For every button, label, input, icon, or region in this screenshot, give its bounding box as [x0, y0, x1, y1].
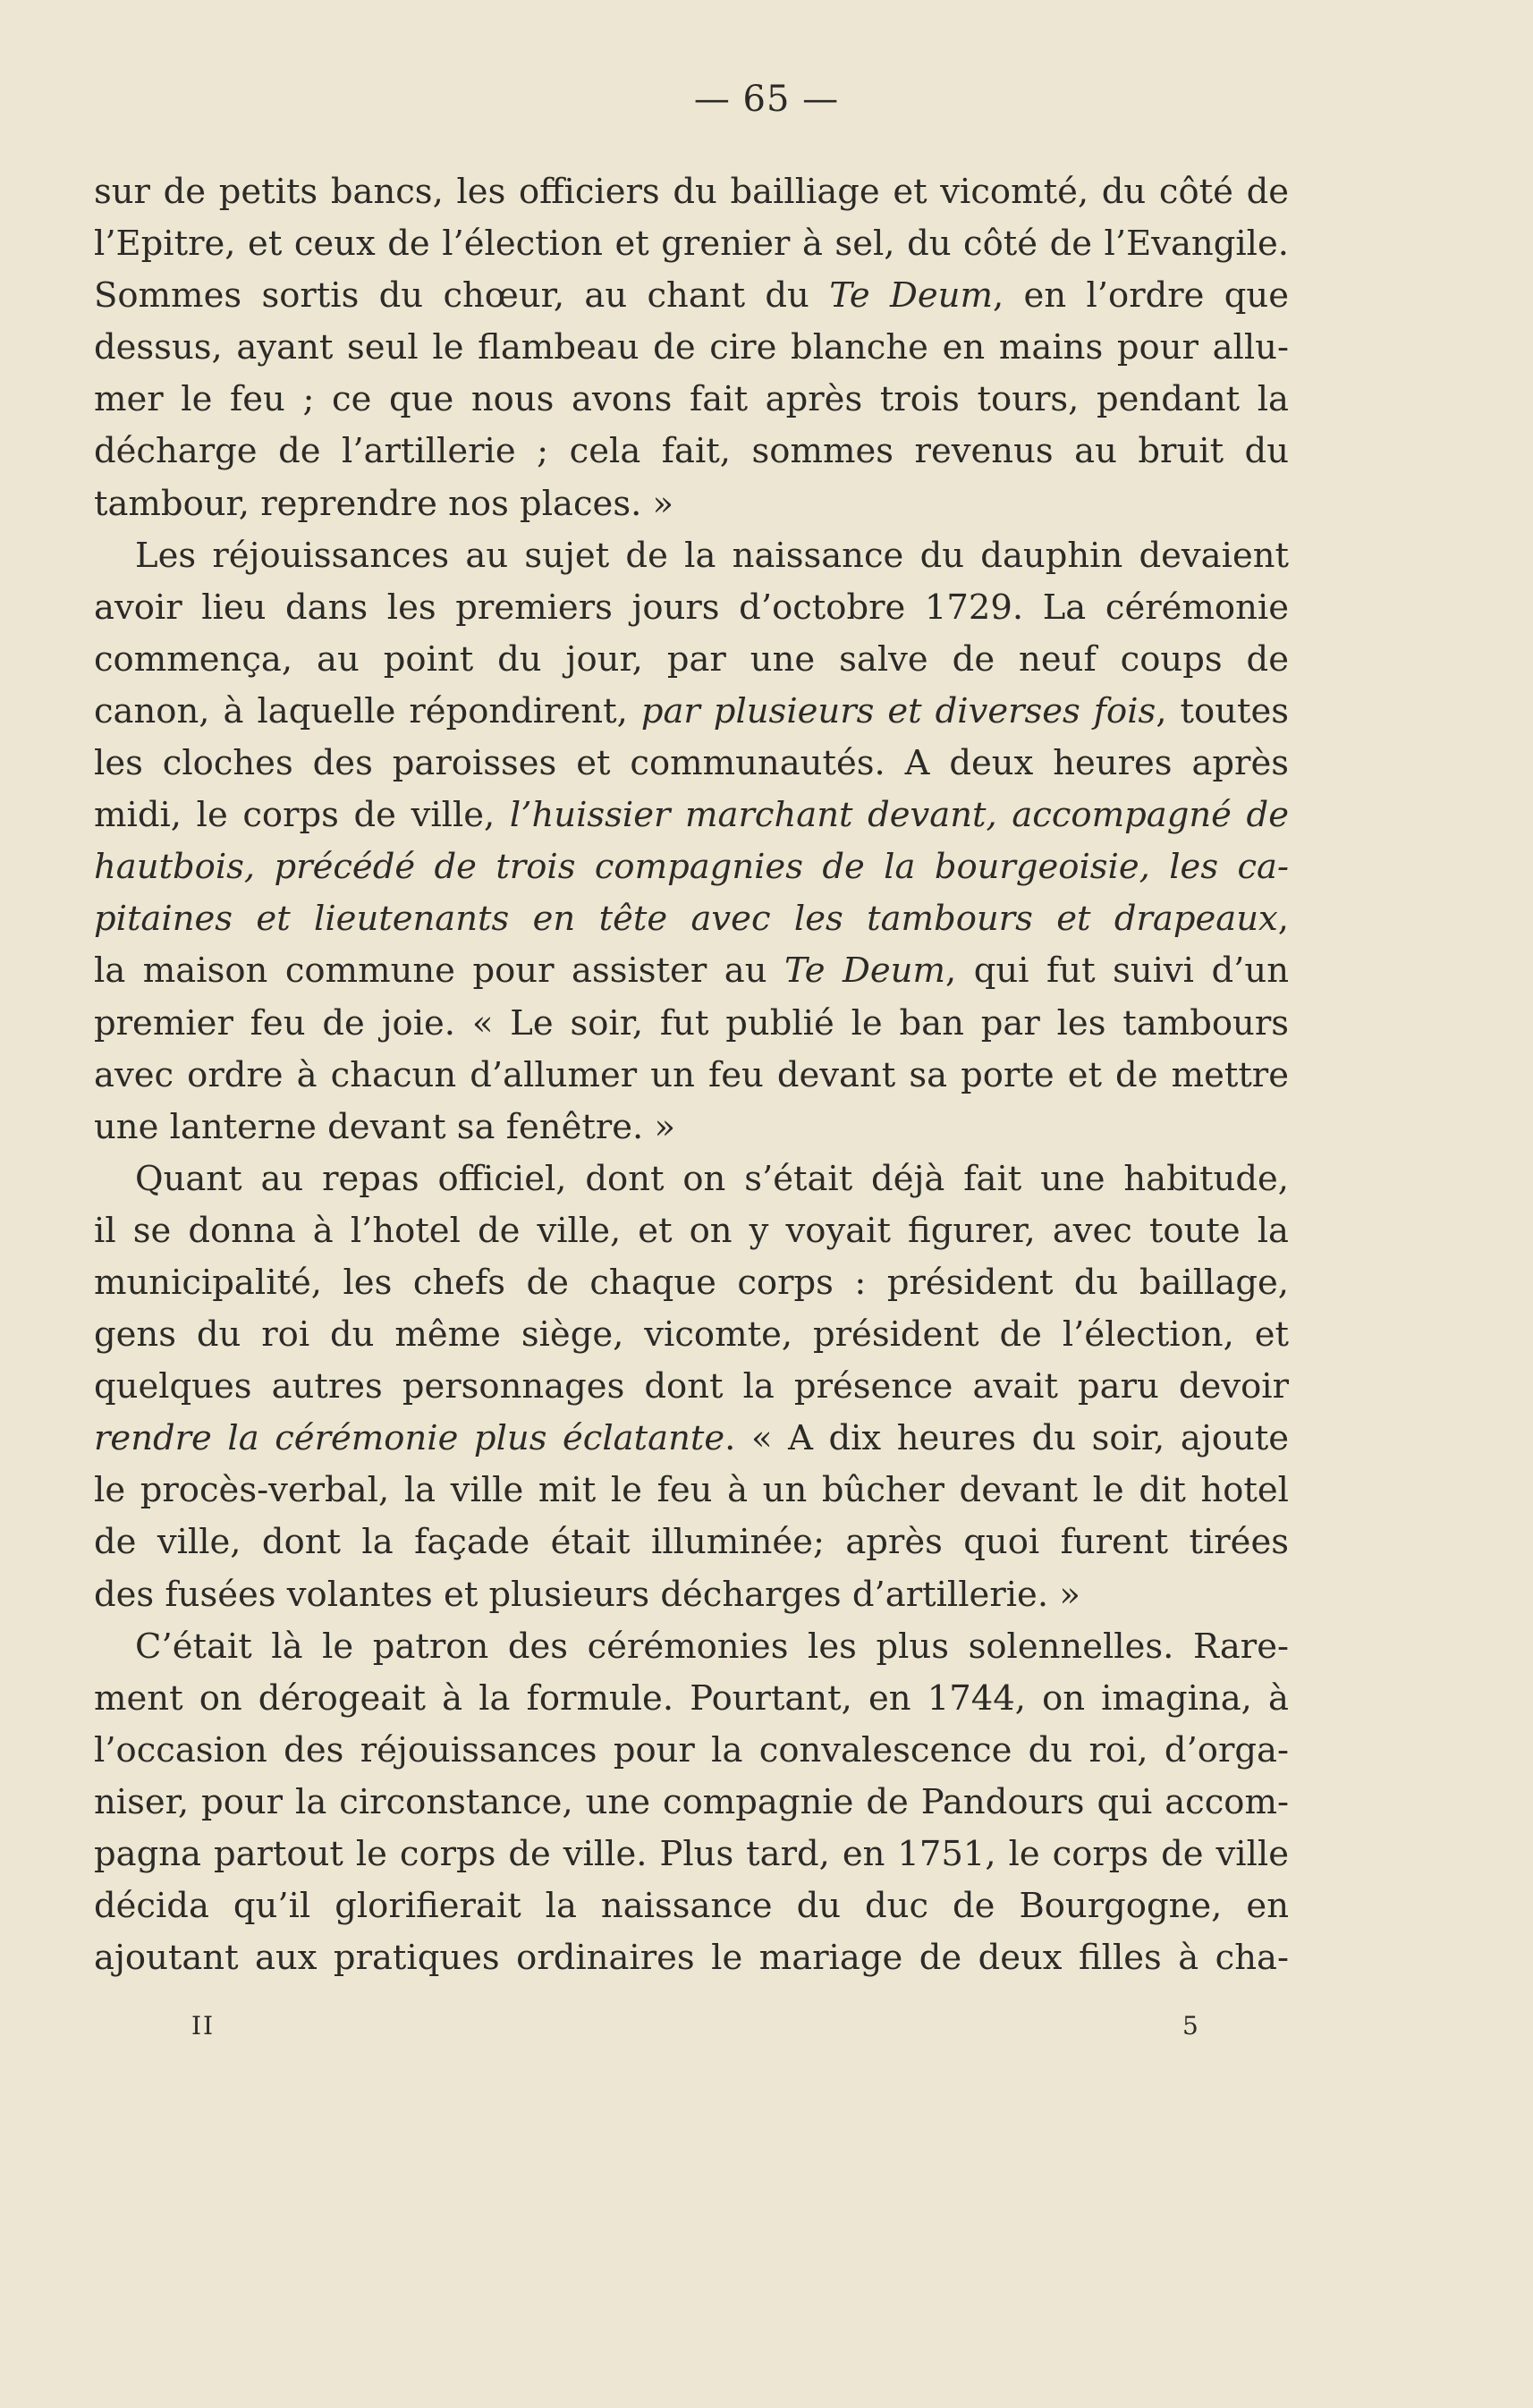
text-line-content: [94, 322, 1289, 374]
text-line-content: [94, 998, 1289, 1050]
text-line-content: [94, 1517, 1289, 1568]
italic-text: hautbois, précédé de trois compagnies de la bourgeoisie, les ca-: [94, 847, 1289, 888]
text-segment: , en l’ordre que: [992, 275, 1289, 317]
italic-text: par plusieurs et diverses fois: [640, 690, 1156, 731]
text-line: [94, 530, 1289, 582]
text-line: [94, 1309, 1289, 1361]
text-line: [94, 478, 1289, 530]
text-line: [94, 893, 1289, 945]
text-line-content: [94, 1777, 1289, 1829]
text-segment: sur de petits bancs, les officiers du bailliage et vicomté, du côté de: [94, 172, 1289, 212]
text-segment: l’occasion des réjouissances pour la convalescence du roi, d’orga-: [94, 1729, 1289, 1770]
text-line: [94, 1673, 1289, 1725]
italic-text: pitaines et lieutenants en tête avec les tambours et drapeaux: [94, 899, 1278, 940]
text-segment: , toutes: [1156, 690, 1289, 731]
text-line: [94, 218, 1289, 270]
text-line-content: [94, 1361, 1289, 1413]
text-line: [94, 1361, 1289, 1413]
text-segment: premier feu de joie. « Le soir, fut publié le ban par les tambours: [94, 1002, 1289, 1043]
text-line: [94, 1829, 1289, 1880]
text-line-content: [94, 270, 1289, 322]
text-segment: ,: [1277, 899, 1289, 940]
text-line-content: [94, 1569, 1289, 1621]
text-line-content: [94, 1050, 1289, 1102]
text-segment: quelques autres personnages dont la présence avait paru devoir: [94, 1366, 1289, 1407]
text-segment: , qui fut suivi d’un: [944, 951, 1289, 992]
text-line: [94, 634, 1289, 686]
signature-mark: II: [191, 2011, 216, 2040]
text-line-content: [94, 218, 1289, 270]
text-line: [94, 1932, 1289, 1984]
text-line: [94, 1725, 1289, 1777]
text-line: [94, 1153, 1289, 1205]
text-line: [94, 166, 1289, 218]
text-line-content: [94, 1932, 1289, 1984]
text-line: [94, 374, 1289, 426]
text-segment: niser, pour la circonstance, une compagnie de Pandours qui accom-: [94, 1781, 1289, 1822]
text-line-content: [94, 1102, 1289, 1153]
text-line-content: [94, 1465, 1289, 1517]
italic-text: Te Deum: [784, 951, 945, 992]
text-segment: des fusées volantes et plusieurs décharges d’artillerie. »: [94, 1574, 1080, 1615]
text-segment: Quant au repas officiel, dont on s’était déjà fait une habitude,: [135, 1158, 1289, 1199]
text-segment: la maison commune pour assister au: [94, 951, 785, 992]
text-segment: Sommes sortis du chœur, au chant du: [94, 275, 830, 317]
text-line-content: [94, 582, 1289, 634]
text-line: [94, 1880, 1289, 1932]
text-segment: . « A dix heures du soir, ajoute: [724, 1418, 1289, 1459]
text-segment: les cloches des paroisses et communautés. A deux heures après: [94, 743, 1289, 784]
text-segment: pagna partout le corps de ville. Plus tard, en 1751, le corps de ville: [94, 1834, 1289, 1874]
text-line: [94, 1569, 1289, 1621]
text-segment: de ville, dont la façade était illuminée; après quoi furent tirées: [94, 1522, 1289, 1563]
text-line: [94, 270, 1289, 322]
text-segment: décharge de l’artillerie ; cela fait, sommes revenus au bruit du: [94, 431, 1289, 472]
text-line: [94, 998, 1289, 1050]
text-line-content: [94, 738, 1289, 790]
text-line: [94, 790, 1289, 841]
text-line-content: [94, 374, 1289, 426]
text-segment: C’était là le patron des cérémonies les plus solennelles. Rare-: [135, 1626, 1289, 1667]
text-line-content: [94, 530, 1289, 582]
text-line: [94, 322, 1289, 374]
text-segment: dessus, ayant seul le flambeau de cire blanche en mains pour allu-: [94, 327, 1289, 368]
text-line-content: [94, 790, 1289, 841]
text-segment: avoir lieu dans les premiers jours d’octobre 1729. La cérémonie: [94, 587, 1289, 628]
text-segment: décida qu’il glorifierait la naissance du duc de Bourgogne, en: [94, 1886, 1289, 1927]
text-line: [94, 738, 1289, 790]
text-line-content: [94, 841, 1289, 893]
body-text: [94, 166, 1289, 1984]
text-line-content: [94, 166, 1289, 218]
text-segment: il se donna à l’hotel de ville, et on y voyait figurer, avec toute la: [94, 1210, 1289, 1251]
text-segment: gens du roi du même siège, vicomte, président de l’élection, et: [94, 1314, 1289, 1356]
text-line: [94, 841, 1289, 893]
italic-text: rendre la cérémonie plus éclatante: [94, 1418, 725, 1459]
text-segment: avec ordre à chacun d’allumer un feu devant sa porte et de mettre: [94, 1054, 1289, 1095]
text-line: [94, 1050, 1289, 1102]
page-number-header: — 65 —: [693, 79, 840, 120]
text-line: [94, 1777, 1289, 1829]
sheet-number: 5: [1182, 2011, 1198, 2040]
text-line: [94, 426, 1289, 477]
text-line-content: [94, 945, 1289, 997]
text-line: [94, 1517, 1289, 1568]
text-line-content: [94, 1257, 1289, 1309]
text-segment: municipalité, les chefs de chaque corps : président du baillage,: [94, 1262, 1289, 1303]
text-line-content: [94, 686, 1289, 738]
text-segment: ment on dérogeait à la formule. Pourtant, en 1744, on imagina, à: [94, 1677, 1289, 1719]
text-line: [94, 582, 1289, 634]
text-line-content: [94, 478, 1289, 530]
text-line: [94, 1413, 1289, 1465]
text-line: [94, 686, 1289, 738]
text-line: [94, 1465, 1289, 1517]
text-segment: mer le feu ; ce que nous avons fait après trois tours, pendant la: [94, 379, 1289, 420]
text-line-content: [94, 1621, 1289, 1673]
text-line-content: [94, 634, 1289, 686]
text-line-content: [94, 1413, 1289, 1465]
text-segment: tambour, reprendre nos places. »: [94, 483, 674, 524]
text-line-content: [94, 893, 1289, 945]
text-segment: l’Epitre, et ceux de l’élection et grenier à sel, du côté de l’Evangile.: [94, 224, 1289, 265]
text-line-content: [94, 1880, 1289, 1932]
text-line: [94, 1102, 1289, 1153]
text-line: [94, 1205, 1289, 1257]
text-line: [94, 1621, 1289, 1673]
text-segment: canon, à laquelle répondirent,: [94, 690, 641, 731]
text-line-content: [94, 1153, 1289, 1205]
text-segment: midi, le corps de ville,: [94, 795, 510, 836]
text-line-content: [94, 1309, 1289, 1361]
text-segment: le procès-verbal, la ville mit le feu à un bûcher devant le dit hotel: [94, 1470, 1289, 1511]
text-segment: ajoutant aux pratiques ordinaires le mariage de deux filles à cha-: [94, 1938, 1289, 1979]
text-segment: commença, au point du jour, par une salve de neuf coups de: [94, 638, 1289, 680]
text-line-content: [94, 1829, 1289, 1880]
text-line-content: [94, 1725, 1289, 1777]
italic-text: Te Deum: [829, 275, 993, 317]
text-line: [94, 1257, 1289, 1309]
italic-text: l’huissier marchant devant, accompagné de: [509, 795, 1289, 836]
text-segment: une lanterne devant sa fenêtre. »: [94, 1106, 676, 1147]
text-line-content: [94, 426, 1289, 477]
text-line-content: [94, 1205, 1289, 1257]
text-line: [94, 945, 1289, 997]
text-segment: Les réjouissances au sujet de la naissance du dauphin devaient: [135, 535, 1289, 576]
text-line-content: [94, 1673, 1289, 1725]
